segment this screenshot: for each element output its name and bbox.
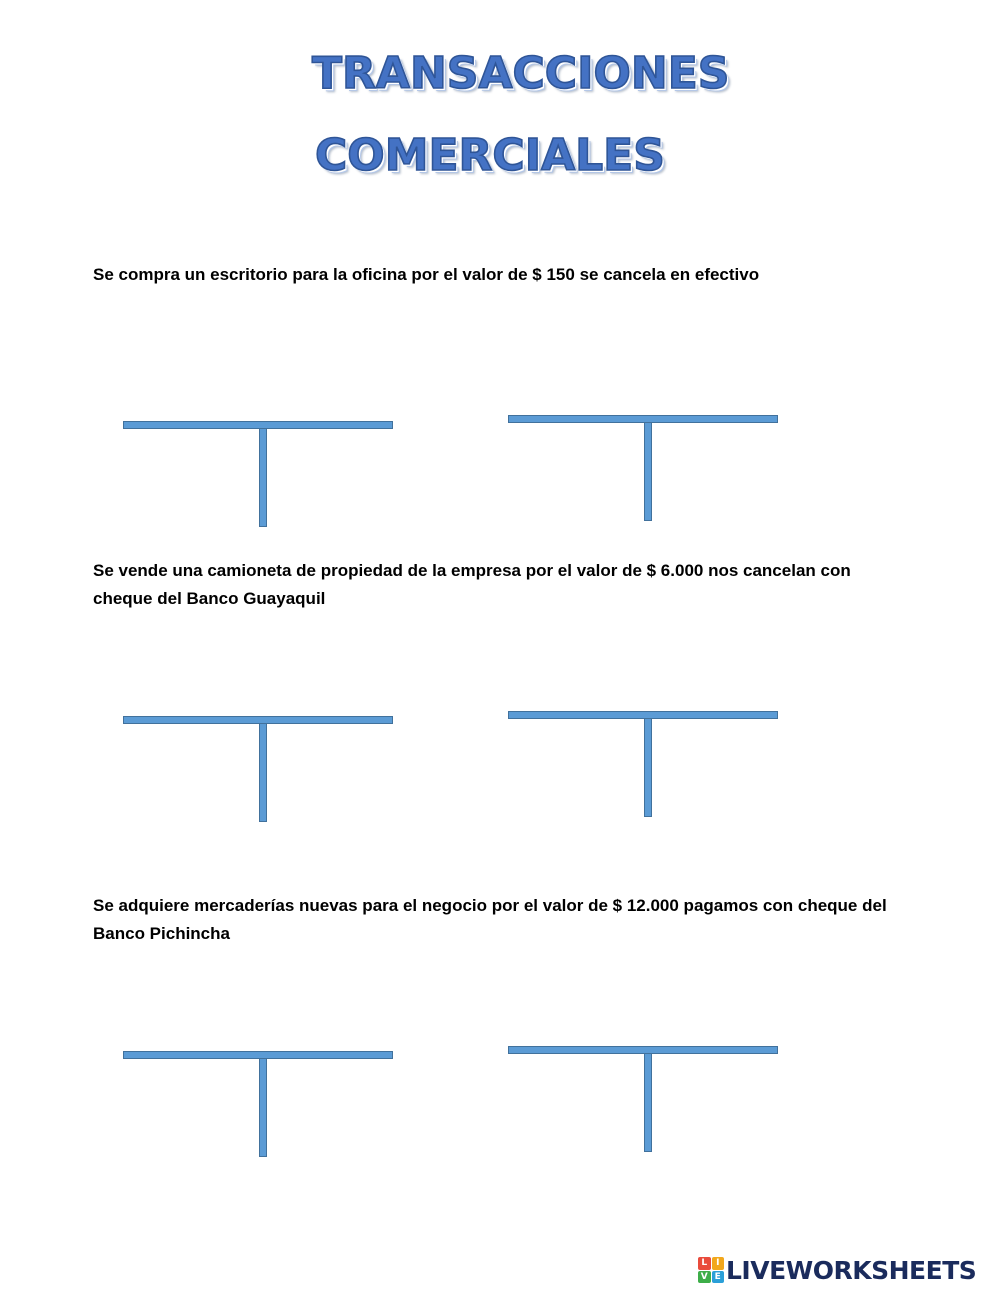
t-account-stem (644, 1053, 652, 1152)
brand-name: LIVEWORKSHEETS (726, 1255, 977, 1285)
logo-letter-i: I (712, 1257, 725, 1270)
t-account-stem (259, 1058, 267, 1157)
liveworksheets-brand[interactable] (698, 1254, 976, 1286)
t-account-2-right[interactable] (508, 711, 778, 821)
t-account-stem (644, 422, 652, 521)
exercise-1-text: Se compra un escritorio para la oficina por el valor de $ 150 se cancela en efectivo (93, 265, 760, 284)
t-account-1-left[interactable] (123, 421, 393, 531)
logo-letter-e: E (712, 1271, 725, 1284)
liveworksheets-logo-icon (698, 1257, 724, 1283)
t-account-stem (259, 428, 267, 527)
t-account-bar (508, 415, 778, 423)
t-account-2-left[interactable] (123, 716, 393, 826)
exercise-3-text: Se adquiere mercaderías nuevas para el negocio por el valor de $ 12.000 pagamos con cheque del Banco Pichincha (93, 896, 887, 943)
t-account-bar (123, 1051, 393, 1059)
t-account-bar (508, 711, 778, 719)
t-account-3-left[interactable] (123, 1051, 393, 1161)
title-line-2: COMERCIALES (315, 130, 665, 181)
title-line-1: TRANSACCIONES (312, 48, 730, 99)
t-account-stem (644, 718, 652, 817)
exercise-2-text: Se vende una camioneta de propiedad de la empresa por el valor de $ 6.000 nos cancelan con cheque del Banco Guayaquil (93, 561, 851, 608)
logo-letter-l: L (698, 1257, 711, 1270)
t-account-bar (123, 716, 393, 724)
t-account-bar (123, 421, 393, 429)
t-account-3-right[interactable] (508, 1046, 778, 1156)
t-account-1-right[interactable] (508, 415, 778, 525)
t-account-bar (508, 1046, 778, 1054)
t-account-stem (259, 723, 267, 822)
logo-letter-v: V (698, 1271, 711, 1284)
